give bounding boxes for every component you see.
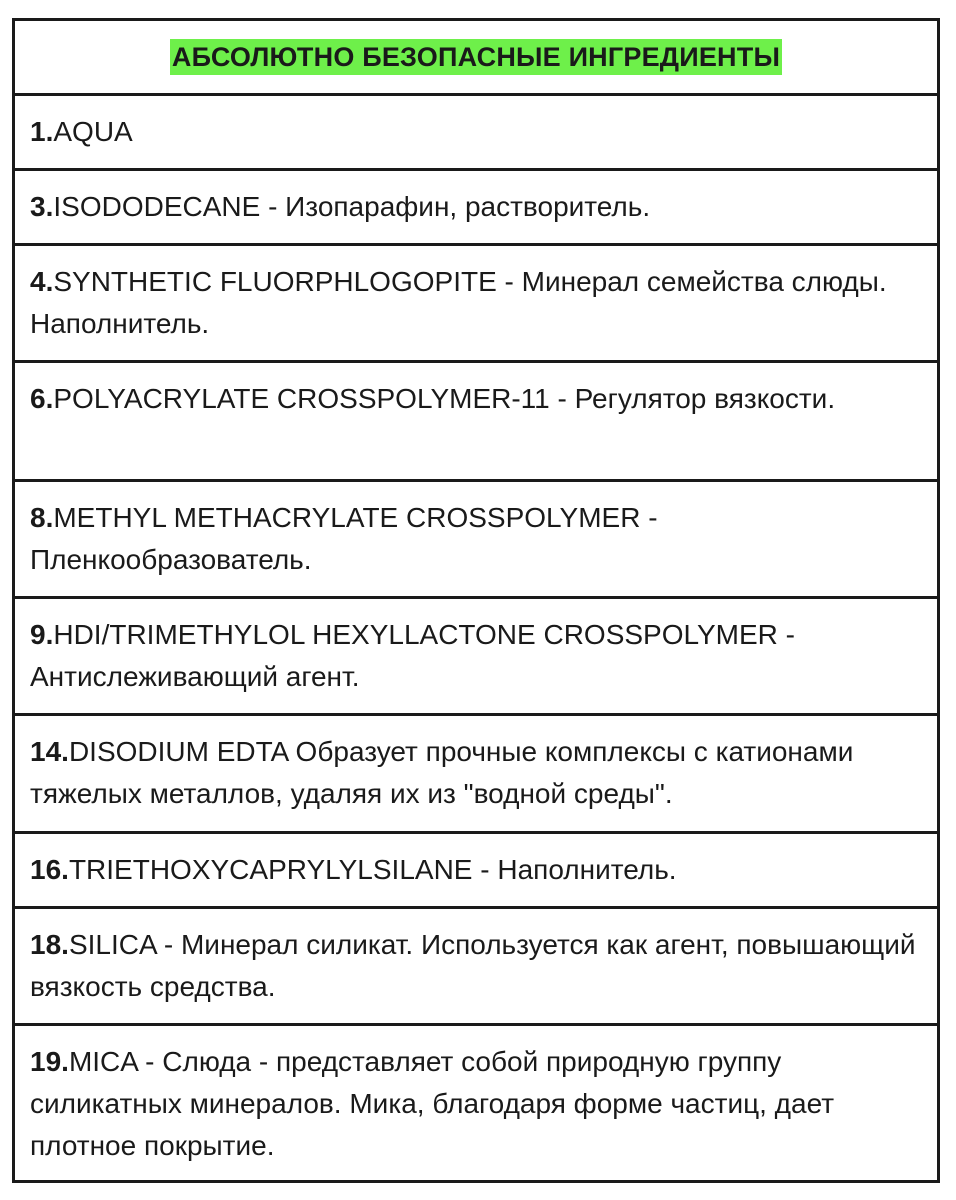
table-row [15, 479, 937, 596]
table-row [15, 596, 937, 713]
ingredient-number: 6. [30, 383, 54, 414]
ingredient-text: DISODIUM EDTA Образует прочные комплексы с катионами тяжелых металлов, удаляя их из "водной среды". [30, 736, 854, 809]
ingredient-number: 16. [30, 854, 69, 885]
ingredient-text: METHYL METHACRYLATE CROSSPOLYMER - Пленкообразователь. [30, 502, 658, 575]
ingredient-number: 14. [30, 736, 69, 767]
table-header [15, 21, 937, 93]
ingredient-text: AQUA [53, 116, 133, 147]
table-row [15, 93, 937, 168]
ingredient-number: 18. [30, 929, 69, 960]
ingredient-text: ISODODECANE - Изопарафин, растворитель. [53, 191, 651, 222]
table-row [15, 831, 937, 906]
table-row [15, 243, 937, 360]
ingredients-table [12, 18, 940, 1183]
ingredient-number: 19. [30, 1046, 69, 1077]
ingredient-text: SYNTHETIC FLUORPHLOGOPITE - Минерал семейства слюды. Наполнитель. [30, 266, 887, 339]
ingredient-number: 3. [30, 191, 54, 222]
table-row [15, 906, 937, 1023]
table-row [15, 713, 937, 831]
table-row [15, 1023, 937, 1180]
ingredient-number: 1. [30, 116, 54, 147]
ingredient-number: 4. [30, 266, 54, 297]
ingredient-number: 9. [30, 619, 54, 650]
table-title: АБСОЛЮТНО БЕЗОПАСНЫЕ ИНГРЕДИЕНТЫ [170, 39, 782, 75]
ingredient-text: SILICA - Минерал силикат. Используется как агент, повышающий вязкость средства. [30, 929, 916, 1002]
ingredient-text: POLYACRYLATE CROSSPOLYMER-11 - Регулятор вязкости. [53, 383, 836, 414]
ingredient-number: 8. [30, 502, 54, 533]
table-row [15, 360, 937, 479]
table-row [15, 168, 937, 243]
ingredient-text: TRIETHOXYCAPRYLYLSILANE - Наполнитель. [68, 854, 677, 885]
ingredient-text: HDI/TRIMETHYLOL HEXYLLACTONE CROSSPOLYMER - Антислеживающий агент. [30, 619, 795, 692]
ingredient-text: MICA - Слюда - представляет собой природную группу силикатных минералов. Мика, благодаря форме частиц, дает плотное покрытие. [30, 1046, 835, 1161]
